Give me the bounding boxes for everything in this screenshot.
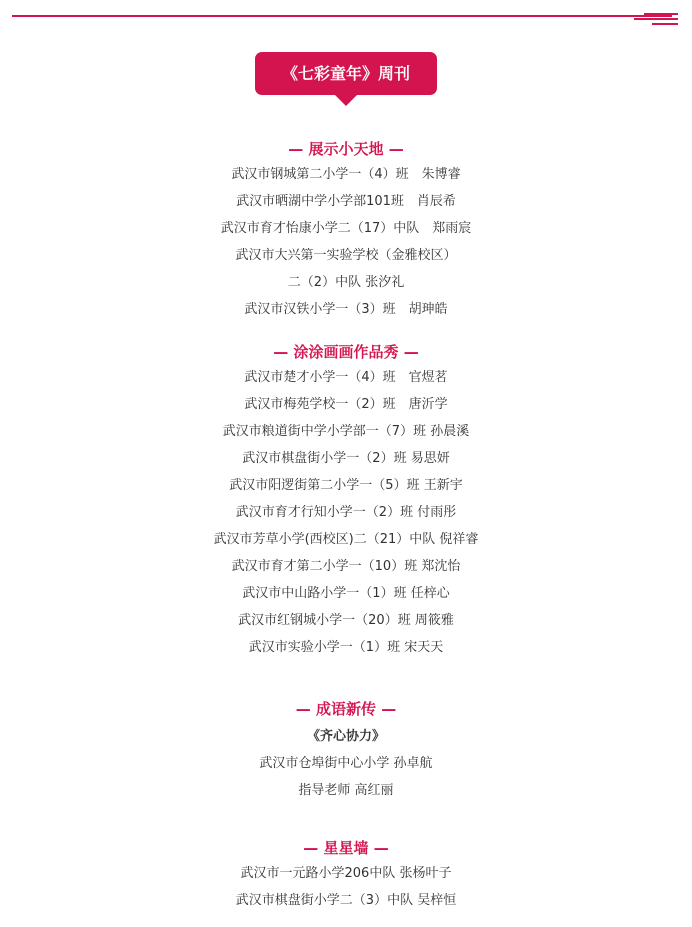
list-item: 武汉市棋盘街小学一（2）班 易思妍 bbox=[242, 451, 450, 466]
list-item: 武汉市一元路小学206中队 张杨叶子 bbox=[240, 866, 452, 881]
list-item: 武汉市仓埠街中心小学 孙卓航 bbox=[259, 756, 433, 771]
article-body bbox=[0, 138, 692, 914]
list-item: 武汉市育才第二小学一（10）班 郑沈怡 bbox=[231, 559, 461, 574]
section-title: — 星星墙 — bbox=[303, 839, 389, 857]
section-idiom bbox=[0, 698, 692, 804]
list-item: 武汉市中山路小学一（1）班 任梓心 bbox=[242, 586, 450, 601]
list-item: 武汉市梅苑学校一（2）班 唐沂学 bbox=[244, 397, 448, 412]
list-item: 武汉市大兴第一实验学校（金雅校区） bbox=[235, 248, 457, 263]
list-item: 武汉市楚才小学一（4）班 官煜茗 bbox=[244, 370, 448, 385]
section-title: — 成语新传 — bbox=[295, 700, 397, 718]
list-item: 武汉市阳逻街第二小学一（5）班 王新宇 bbox=[229, 478, 463, 493]
list-item: 武汉市育才怡康小学二（17）中队 郑雨宸 bbox=[220, 221, 472, 236]
section-star-wall bbox=[0, 837, 692, 914]
section-title: — 涂涂画画作品秀 — bbox=[273, 343, 419, 361]
list-item: 武汉市红钢城小学一（20）班 周筱雅 bbox=[238, 613, 454, 628]
section-drawings bbox=[0, 341, 692, 661]
list-item: 指导老师 高红丽 bbox=[298, 783, 394, 798]
top-divider bbox=[12, 15, 672, 17]
list-item: 武汉市育才行知小学一（2）班 付雨彤 bbox=[235, 505, 457, 520]
list-item: 武汉市实验小学一（1）班 宋天天 bbox=[248, 640, 444, 655]
list-item: 武汉市芳草小学(西校区)二（21）中队 倪祥睿 bbox=[213, 532, 479, 547]
list-item: 武汉市汉铁小学一（3）班 胡珅皓 bbox=[244, 302, 448, 317]
page-title-banner: 《七彩童年》周刊 bbox=[255, 52, 437, 95]
list-item: 武汉市粮道街中学小学部一（7）班 孙晨溪 bbox=[222, 424, 470, 439]
section-showcase bbox=[0, 138, 692, 323]
section-title: — 展示小天地 — bbox=[288, 140, 404, 158]
list-item: 武汉市晒湖中学小学部101班 肖辰希 bbox=[236, 194, 456, 209]
list-item: 武汉市钢城第二小学一（4）班 朱博睿 bbox=[231, 167, 461, 182]
idiom-title: 《齐心协力》 bbox=[306, 729, 385, 744]
list-item: 武汉市棋盘街小学二（3）中队 吴梓恒 bbox=[235, 893, 457, 908]
list-item: 二（2）中队 张汐礼 bbox=[287, 275, 405, 290]
corner-decoration bbox=[634, 13, 678, 28]
